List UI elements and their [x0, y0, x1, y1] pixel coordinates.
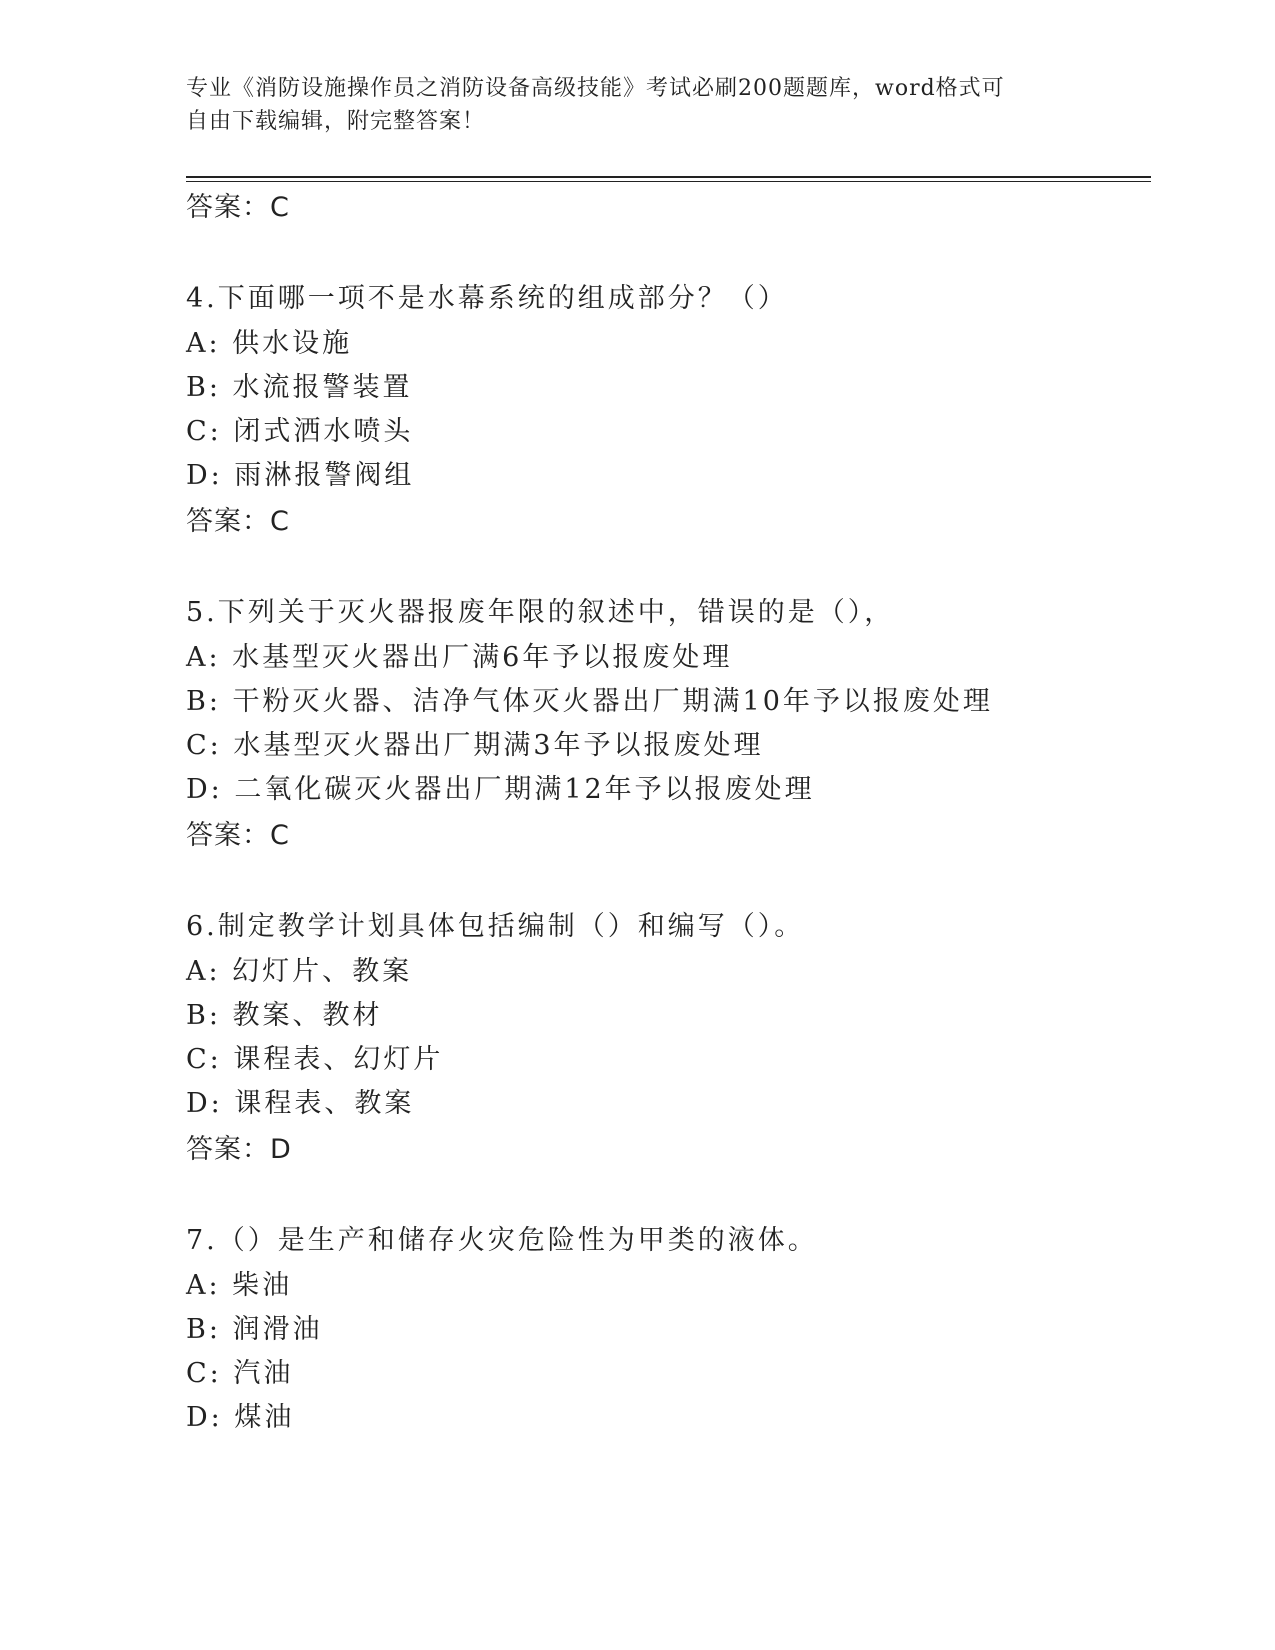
question-4-option-b: B: 水流报警装置	[186, 372, 413, 403]
page-header	[186, 72, 1086, 138]
header-divider-thin	[186, 181, 1151, 182]
question-4-stem: 4.下面哪一项不是水幕系统的组成部分？（）	[186, 283, 788, 314]
question-6-option-a: A: 幻灯片、教案	[186, 956, 413, 987]
question-7-option-c: C: 汽油	[186, 1358, 294, 1389]
question-6-option-d: D: 课程表、教案	[186, 1088, 415, 1119]
question-6-option-b: B: 教案、教材	[186, 1000, 383, 1031]
question-7-option-a: A: 柴油	[186, 1270, 293, 1301]
question-6-answer: 答案：D	[186, 1134, 292, 1165]
question-5-option-c: C: 水基型灭火器出厂期满3年予以报废处理	[186, 730, 764, 761]
question-7-stem: 7.（）是生产和储存火灾危险性为甲类的液体。	[186, 1225, 818, 1256]
question-7-option-b: B: 润滑油	[186, 1314, 323, 1345]
question-5-option-d: D: 二氧化碳灭火器出厂期满12年予以报废处理	[186, 774, 815, 805]
question-5-option-b: B: 干粉灭火器、洁净气体灭火器出厂期满10年予以报废处理	[186, 686, 993, 717]
question-5-stem: 5.下列关于灭火器报废年限的叙述中，错误的是（），	[186, 597, 895, 628]
question-5-answer: 答案：C	[186, 820, 290, 851]
question-4-option-d: D: 雨淋报警阀组	[186, 460, 415, 491]
question-4-option-a: A: 供水设施	[186, 328, 353, 359]
question-5-option-a: A: 水基型灭火器出厂满6年予以报废处理	[186, 642, 733, 673]
question-6-option-c: C: 课程表、幻灯片	[186, 1044, 444, 1075]
question-7-option-d: D: 煤油	[186, 1402, 295, 1433]
header-line-1: 专业《消防设施操作员之消防设备高级技能》考试必刷200题题库，word格式可	[186, 76, 1005, 101]
header-line-2: 自由下载编辑，附完整答案！	[186, 109, 486, 134]
answer-prev: 答案：C	[186, 192, 290, 223]
header-divider-thick	[186, 176, 1151, 178]
question-4-option-c: C: 闭式洒水喷头	[186, 416, 414, 447]
question-6-stem: 6.制定教学计划具体包括编制（）和编写（）。	[186, 911, 805, 942]
question-4-answer: 答案：C	[186, 506, 290, 537]
